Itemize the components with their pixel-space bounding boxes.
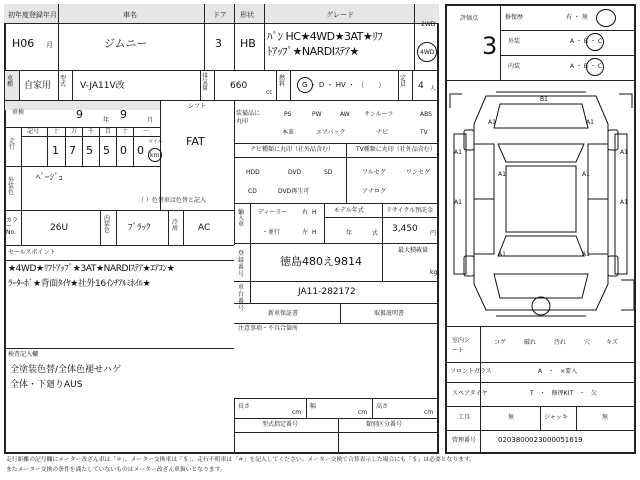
- seat-kizu[interactable]: キズ: [606, 339, 618, 346]
- import-label: 輸入車: [238, 209, 245, 228]
- jack-label: ジャッキ: [544, 414, 568, 421]
- seat-yogore[interactable]: 汚れ: [554, 339, 567, 346]
- navi-dvd[interactable]: DVD: [288, 169, 302, 176]
- type-label: 車種: [7, 75, 14, 88]
- inspection-year-unit: 年: [103, 117, 110, 124]
- tv-analog[interactable]: アナログ: [362, 188, 387, 195]
- displacement-unit: cc: [266, 89, 273, 96]
- max-load-unit: kg: [430, 269, 438, 276]
- diagram-mark-b1: B1: [540, 96, 548, 103]
- import-parallel[interactable]: ・並行: [262, 229, 281, 236]
- exterior-label: 外装: [508, 38, 521, 45]
- mileage-digit-label-1: 十: [53, 128, 60, 135]
- diagram-mark-a1-9: A1: [582, 251, 590, 258]
- grade-line2: ﾄｱｯﾌﾟ★NARDIｽﾃｱ★: [267, 45, 359, 58]
- first-reg-label: 初年度登録年月: [8, 11, 57, 19]
- equipment-label: 装備品に丸印: [236, 110, 261, 125]
- model-year-unit: 年: [346, 230, 353, 237]
- mileage-digit-0: 1: [52, 144, 59, 157]
- recycle-unit: 円: [430, 230, 437, 237]
- model-label: 型式: [60, 75, 67, 88]
- tv-fullseg[interactable]: フルセグ: [362, 169, 386, 176]
- jack-value: 無: [602, 414, 609, 421]
- tv-oneseg[interactable]: ワンセグ: [406, 169, 431, 176]
- equip-abs[interactable]: ABS: [420, 111, 432, 118]
- first-reg-value: H06: [12, 37, 35, 50]
- seat-koge[interactable]: コゲ: [494, 339, 507, 346]
- import-right-h: H: [312, 209, 317, 216]
- docs-manual[interactable]: 取扱説明書: [374, 310, 405, 317]
- inspection-year: 9: [76, 108, 83, 121]
- car-diagram: [446, 84, 635, 324]
- displacement-label: 排気量: [202, 73, 209, 92]
- color-no-value: 26U: [50, 223, 69, 233]
- chassis-label: 車台番号: [238, 284, 245, 312]
- ac-label: 冷房: [172, 219, 179, 232]
- width-unit: cm: [358, 409, 368, 416]
- length-label: 長さ: [238, 403, 251, 410]
- shape-label: 形状: [240, 11, 254, 19]
- seat-yabure[interactable]: 破れ: [524, 339, 537, 346]
- recycle-label: リサイクル預託金: [386, 207, 434, 214]
- mileage-digit-5: 0: [137, 144, 144, 157]
- navi-cd[interactable]: CD: [248, 188, 257, 195]
- tools-label: 工具: [458, 414, 471, 421]
- import-right[interactable]: 右: [302, 209, 309, 216]
- chassis-value: JA11-282172: [298, 287, 356, 297]
- shape-value: HB: [240, 37, 256, 50]
- footer-line2: またメーター交換の条件を満たしていないものはメーター改ざん車扱いとなります。: [6, 467, 226, 473]
- tv-label: TV種類に丸印（社外品含む）: [356, 146, 436, 153]
- diagram-mark-a1-4: A1: [498, 171, 506, 178]
- equip-ps[interactable]: PS: [284, 111, 292, 118]
- mileage-digit-label-0: 記号: [27, 128, 40, 135]
- score-value: 3: [482, 32, 498, 60]
- first-reg-month: 月: [46, 41, 53, 49]
- inspector-line2: 全体・下廻りAUS: [10, 380, 83, 390]
- equip-sunroof[interactable]: サンルーフ: [364, 111, 394, 118]
- management-label: 管理番号: [452, 437, 477, 444]
- tools-value: 無: [508, 414, 515, 421]
- color-no-label: カラーNo.: [6, 217, 19, 236]
- fuel-options: G ・ D ・ HV ・ （ ）: [302, 81, 386, 89]
- mileage-digit-2: 5: [86, 144, 93, 157]
- diagram-mark-a1-2: A1: [454, 149, 462, 156]
- notes-label: 注意事項・不具合箇所: [238, 325, 299, 332]
- length-unit: cm: [292, 409, 302, 416]
- mileage-digit-1: 7: [69, 144, 76, 157]
- height-label: 高さ: [376, 403, 389, 410]
- color-label: 外装色: [8, 177, 15, 196]
- drive-4wd: 4WD: [420, 49, 435, 56]
- score-label: 評価点: [460, 15, 479, 22]
- capacity-value: 4: [418, 81, 424, 91]
- interior-options: A ・ B ・ C: [570, 63, 603, 70]
- capacity-label: 定員: [400, 75, 407, 88]
- max-load-label: 最大積載量: [398, 247, 429, 254]
- car-name-label: 車名: [123, 11, 137, 19]
- type-value: 自家用: [24, 81, 52, 91]
- spare-value: T ・ 修理KIT ・ 欠: [530, 390, 598, 397]
- inspector-line1: 全塗装色替/全体色褪せハゲ: [10, 365, 122, 375]
- diagram-mark-a1-3: A1: [620, 149, 628, 156]
- inspection-month: 9: [120, 108, 127, 121]
- grade-line1: ﾊﾞﾝ HC★4WD★3AT★ﾘﾌ: [267, 30, 383, 43]
- inspection-month-unit: 月: [147, 117, 154, 124]
- navi-label: ナビ種類に丸印（社外品含む）: [250, 146, 335, 153]
- mileage-unit-km: km: [150, 152, 160, 159]
- equip-leather[interactable]: 本革: [282, 129, 295, 136]
- ac-value: AC: [198, 223, 211, 233]
- docs-warranty[interactable]: 新車保証書: [268, 310, 299, 317]
- equip-airbag[interactable]: エアバック: [316, 129, 346, 136]
- seat-ana[interactable]: 穴: [584, 339, 591, 346]
- import-dealer[interactable]: ディーラー: [258, 209, 288, 216]
- mileage-digit-label-5: 十: [122, 128, 129, 135]
- interior-color-value: ﾌﾞﾗｯｸ: [128, 223, 151, 233]
- diagram-mark-a1-0: A1: [488, 119, 496, 126]
- height-unit: cm: [424, 409, 434, 416]
- interior-seat-label: 室内シート: [452, 337, 471, 354]
- diagram-mark-a1-6: A1: [454, 199, 462, 206]
- diagram-mark-a1-7: A1: [620, 199, 628, 206]
- equip-navi[interactable]: ナビ: [376, 129, 389, 136]
- equip-pw[interactable]: PW: [312, 111, 322, 118]
- shift-label: シフト: [188, 103, 207, 110]
- interior-color-label: 内装色: [104, 215, 111, 234]
- model-year-label: モデル年式: [334, 207, 364, 214]
- diagram-mark-a1-1: A1: [586, 119, 594, 126]
- color-value: ﾍﾞｰｼﾞｭ: [36, 173, 64, 183]
- import-left[interactable]: 左: [302, 229, 309, 236]
- width-label: 幅: [310, 403, 317, 410]
- doors-value: 3: [215, 37, 222, 50]
- import-left-h: H: [312, 229, 317, 236]
- class-label: 類別区分番号: [366, 421, 403, 428]
- mileage-digit-4: 0: [120, 144, 127, 157]
- doors-label: ドア: [213, 11, 227, 19]
- navi-hdd[interactable]: HDD: [246, 169, 260, 176]
- color-note: （ ）色替車は色替と記入: [138, 197, 206, 204]
- navi-sd[interactable]: SD: [324, 169, 333, 176]
- drive-2wd: 2WD: [421, 21, 436, 28]
- fuel-label: 燃料: [279, 75, 286, 88]
- grade-label: グレード: [326, 11, 354, 19]
- equip-aw[interactable]: AW: [340, 111, 350, 118]
- mileage-digit-label-2: 万: [71, 128, 78, 135]
- mileage-digit-label-6: 一: [143, 128, 150, 135]
- mileage-digit-label-4: 百: [105, 128, 112, 135]
- footer-line1: 走行距離の記号欄にメーター改ざん車は「＊」、メーター交換車は「＄」、走行不明車は「＃」を記入してください。メーター交換で合算表示した場合にも「＄」は必要となります。: [6, 457, 476, 463]
- diagram-mark-a1-8: A1: [498, 251, 506, 258]
- exterior-options: A ・ B ・ C: [570, 38, 603, 45]
- mileage-label: 走行: [9, 138, 16, 151]
- plate-value: 徳島480え9814: [280, 255, 362, 268]
- displacement-value: 660: [230, 81, 248, 91]
- sales-point-line1: ★4WD★ﾘﾌﾄｱｯﾌﾟ★3AT★NARDIｽﾃｱ★ｴｱｺﾝ★: [8, 264, 175, 274]
- recycle-value: 3,450: [392, 224, 418, 234]
- type-cert-label: 型式指定番号: [262, 421, 299, 428]
- model-year-model-unit: 式: [372, 230, 379, 237]
- capacity-unit: 人: [430, 85, 437, 92]
- navi-dvd-play[interactable]: DVD再生可: [278, 188, 310, 195]
- sales-point-label: セールスポイント: [8, 249, 56, 256]
- mileage-digit-label-3: 千: [88, 128, 95, 135]
- management-value: 0203800023000051619: [498, 436, 583, 444]
- plate-label: 登録番号: [238, 250, 245, 278]
- inspector-label: 検査記入欄: [8, 351, 39, 358]
- sales-point-line2: ﾗｰﾀｰﾎﾞ★背面ﾀｲﾔ★社外16ｲﾝﾁｱﾙﾐﾎｲﾙ★: [8, 279, 151, 289]
- spare-label: スペアタイヤ: [452, 390, 488, 397]
- shift-value: FAT: [186, 135, 205, 148]
- equip-tv[interactable]: TV: [420, 129, 428, 136]
- windshield-label: フロントガラス: [450, 368, 492, 375]
- interior-label: 内装: [508, 63, 521, 70]
- repair-options: 有 ・ 無: [566, 14, 588, 21]
- repair-label: 修復歴: [505, 14, 524, 21]
- mileage-digit-3: 5: [103, 144, 110, 157]
- car-name-value: ジムニー: [104, 37, 148, 50]
- mileage-unit-mile: マイル: [148, 139, 163, 145]
- windshield-value: A ・ ×要入: [538, 368, 578, 375]
- repair-selected-circle: [596, 9, 616, 27]
- model-value: V-JA11V改: [80, 81, 125, 91]
- inspection-label: 車検: [12, 109, 25, 116]
- diagram-mark-a1-5: A1: [582, 171, 590, 178]
